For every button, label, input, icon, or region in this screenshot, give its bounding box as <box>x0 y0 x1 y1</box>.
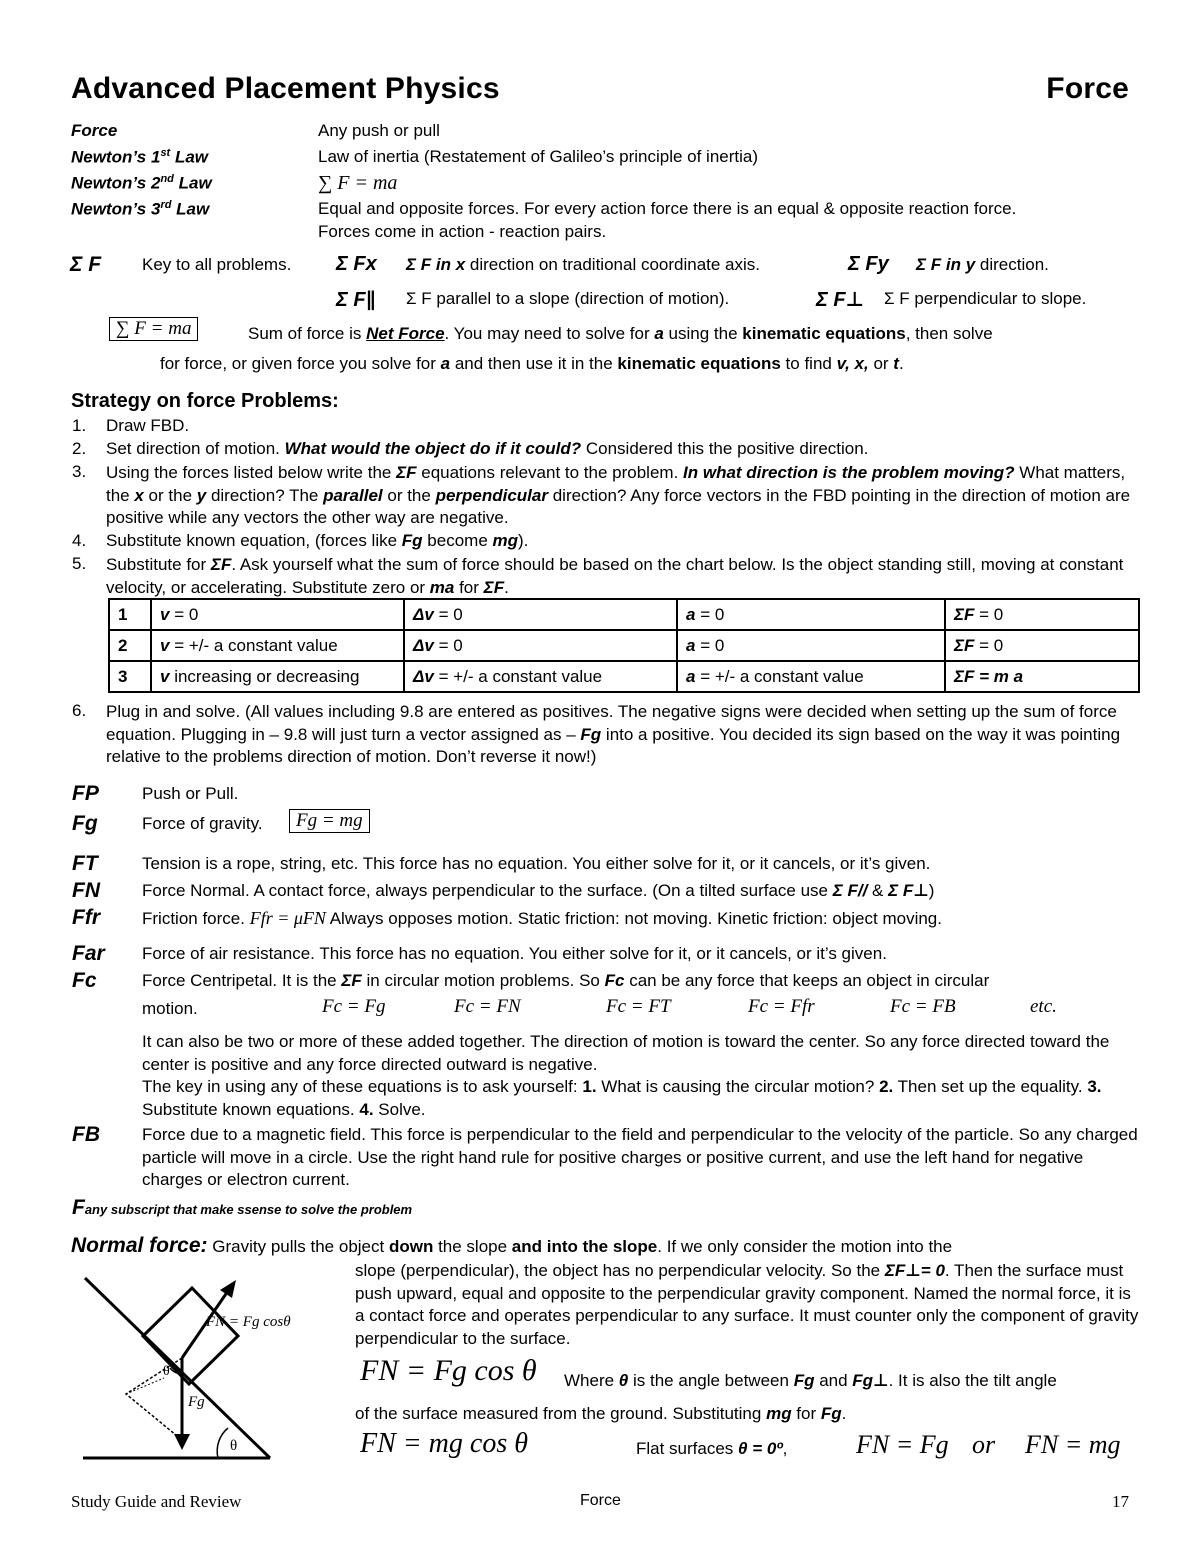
definition-desc: Law of inertia (Restatement of Galileo’s principle of inertia) <box>318 147 759 166</box>
force-symbol-fc: Fc <box>72 969 97 992</box>
step-4: Substitute known equation, (forces like Fg become mg). <box>106 531 529 550</box>
definition-term: Newton’s 3rd Law <box>71 199 210 219</box>
delta-v-cell: Δv = +/- a constant value <box>404 661 677 692</box>
strategy-heading: Strategy on force Problems: <box>71 390 339 412</box>
sum-force-cell: ΣF = 0 <box>945 599 1139 630</box>
force-desc-fb: Force due to a magnetic field. This force is perpendicular to the field and perpendicular to the velocity of the particle. So any charged particle will move in a circle. Use the right hand rule for positive charges or positive current, and use the left hand for negative charges or electron current. <box>142 1125 1138 1189</box>
table-row <box>109 630 1139 661</box>
sigma-fpar-desc: Σ F parallel to a slope (direction of motion). <box>406 289 730 308</box>
step-2: Set direction of motion. What would the object do if it could? Considered this the positive direction. <box>106 439 869 458</box>
net-force-line: Sum of force is Net Force. You may need to solve for a using the kinematic equations, then solve <box>248 324 993 343</box>
force-desc-fn: Force Normal. A contact force, always perpendicular to the surface. (On a tilted surface use Σ F// & Σ F⊥) <box>142 881 935 900</box>
normal-line-2: of the surface measured from the ground. Substituting mg for Fg. <box>355 1404 847 1423</box>
acceleration-cell: a = 0 <box>677 630 945 661</box>
motion-chart-table <box>108 598 1140 693</box>
velocity-cell: v = +/- a constant value <box>151 630 404 661</box>
page-topic: Force <box>1046 72 1129 105</box>
centripetal-eq: Fc = FT <box>606 996 671 1017</box>
force-symbol-fany: Fany subscript that make ssense to solve the problem <box>72 1196 413 1219</box>
force-symbol-fb: FB <box>72 1123 100 1146</box>
delta-v-cell: Δv = 0 <box>404 630 677 661</box>
centripetal-eq: Fc = FB <box>890 996 956 1017</box>
step-1: Draw FBD. <box>106 416 190 435</box>
page-title: Advanced Placement Physics <box>71 72 500 105</box>
normal-force-arrowhead <box>220 1280 236 1298</box>
normal-eq-1: FN = Fg cos θ <box>360 1354 537 1387</box>
sigma-fpar: Σ F∥ <box>336 289 376 311</box>
sigma-fx: Σ Fx <box>336 253 377 275</box>
acceleration-cell: a = +/- a constant value <box>677 661 945 692</box>
diagram-label-fn: FN = Fg cosθ <box>206 1314 291 1330</box>
footer-page-number: 17 <box>1112 1492 1129 1511</box>
force-desc-ft: Tension is a rope, string, etc. This force has no equation. You either solve for it, or it cancels, or it’s given. <box>142 854 931 873</box>
flat-surfaces: Flat surfaces θ = 0º, <box>636 1439 788 1458</box>
theta-arc-ground <box>217 1428 228 1458</box>
sigma-fy-desc: Σ F in y direction. <box>916 255 1049 274</box>
step-number: 1. <box>72 416 87 435</box>
sigma-key: Key to all problems. <box>142 255 292 274</box>
definition-desc: ∑ F = ma <box>318 172 398 194</box>
step-number: 2. <box>72 439 87 458</box>
gravity-components <box>126 1358 182 1440</box>
sigma-fy: Σ Fy <box>848 253 889 275</box>
normal-force-paragraph: slope (perpendicular), the object has no perpendicular velocity. So the ΣF⊥= 0. Then the surface must push upward, equal and opposite to the perpendicular gravity component. Named the normal force, it is a contact force and operates perpendicular to any surface. It must counter only the component of gravity perpendicular to the surface. <box>355 1261 1139 1348</box>
row-number: 2 <box>109 630 151 661</box>
definition-desc: Equal and opposite forces. For every action force there is an equal & opposite reaction force. <box>318 199 1017 218</box>
step-6: Plug in and solve. (All values including 9.8 are entered as positives. The negative signs were decided when setting up the sum of force equation. Plugging in – 9.8 will just turn a vector assigned as – Fg into a positive. You decided its sign based on the way it was pointing relative to the problems direction of motion. Don’t reverse it now!) <box>106 702 1121 766</box>
block-on-incline <box>143 1288 238 1384</box>
definition-desc-cont: Forces come in action - reaction pairs. <box>318 222 607 241</box>
gravity-arrowhead <box>174 1434 190 1450</box>
gravity-equation-box: Fg = mg <box>289 809 370 833</box>
net-force-line-2: for force, or given force you solve for a and then use it in the kinematic equations to find v, x, or t. <box>160 354 904 373</box>
force-symbol-ft: FT <box>72 852 98 875</box>
sigma-fperp: Σ F⊥ <box>816 289 864 311</box>
velocity-cell: v = 0 <box>151 599 404 630</box>
diagram-label-theta-ground: θ <box>230 1438 238 1454</box>
centripetal-eq: Fc = FN <box>454 996 521 1017</box>
acceleration-cell: a = 0 <box>677 599 945 630</box>
step-number: 4. <box>72 531 87 550</box>
footer-center: Force <box>580 1492 621 1509</box>
step-number: 6. <box>72 701 87 720</box>
force-desc-ffr: Friction force. Ffr = μFN Always opposes motion. Static friction: not moving. Kinetic friction: object moving. <box>142 908 942 928</box>
force-desc-fg: Force of gravity. <box>142 814 263 833</box>
component-dashes <box>126 1378 164 1394</box>
step-number: 3. <box>72 462 87 481</box>
incline-diagram <box>60 1268 350 1468</box>
incline-line <box>85 1278 270 1458</box>
force-desc-fc: Force Centripetal. It is the ΣF in circular motion problems. So Fc can be any force that keeps an object in circular <box>142 971 990 990</box>
sigma-fperp-desc: Σ F perpendicular to slope. <box>884 289 1087 308</box>
centripetal-eq: Fc = Ffr <box>748 996 815 1017</box>
definition-term: Force <box>71 121 118 140</box>
normal-where: Where θ is the angle between Fg and Fg⊥. It is also the tilt angle <box>564 1371 1057 1390</box>
step-number: 5. <box>72 554 87 573</box>
footer-left: Study Guide and Review <box>71 1492 242 1511</box>
row-number: 3 <box>109 661 151 692</box>
force-symbol-fg: Fg <box>72 812 98 835</box>
centripetal-eq: etc. <box>1030 996 1057 1017</box>
step-3: Using the forces listed below write the ΣF equations relevant to the problem. In what direction is the problem moving? What matters, the x or the y direction? The parallel or the perpendicular direction? Any force vectors in the FBD pointing in the direction of motion are positive while any vectors the other way are negative. <box>106 463 1131 527</box>
delta-v-cell: Δv = 0 <box>404 599 677 630</box>
diagram-label-theta: θ <box>163 1364 170 1379</box>
diagram-label-fg: Fg <box>188 1394 205 1410</box>
force-symbol-fp: FP <box>72 782 99 805</box>
normal-eq-4: FN = mg <box>1025 1430 1121 1459</box>
normal-or: or <box>972 1430 996 1459</box>
force-symbol-far: Far <box>72 942 105 965</box>
force-symbol-fn: FN <box>72 879 100 902</box>
definition-term: Newton’s 2nd Law <box>71 173 212 193</box>
normal-eq-3: FN = Fg <box>856 1430 949 1459</box>
force-desc-fc-p3: The key in using any of these equations is to ask yourself: 1. What is causing the circular motion? 2. Then set up the equality. 3. Substitute known equations. 4. Solve. <box>142 1077 1102 1119</box>
definition-desc: Any push or pull <box>318 121 440 140</box>
sigma-fx-desc: Σ F in x direction on traditional coordinate axis. <box>406 255 761 274</box>
force-desc-fc-p2: It can also be two or more of these added together. The direction of motion is toward the center. So any force directed toward the center is positive and any force directed outward is negative. <box>142 1032 1110 1074</box>
force-desc-far: Force of air resistance. This force has no equation. You either solve for it, or it cancels, or it’s given. <box>142 944 887 963</box>
definition-term: Newton’s 1st Law <box>71 147 209 167</box>
step-5: Substitute for ΣF. Ask yourself what the sum of force should be based on the chart below. Is the object standing still, moving at constant velocity, or accelerating. Substitute zero or ma for ΣF. <box>106 555 1124 597</box>
force-desc-fc-motion: motion. <box>142 999 198 1018</box>
centripetal-eq: Fc = Fg <box>322 996 386 1017</box>
newton-second-law-box: ∑ F = ma <box>109 317 198 341</box>
sum-force-cell: ΣF = 0 <box>945 630 1139 661</box>
table-row <box>109 599 1139 630</box>
velocity-cell: v increasing or decreasing <box>151 661 404 692</box>
normal-eq-2: FN = mg cos θ <box>360 1428 528 1459</box>
normal-force-intro: Normal force: Gravity pulls the object down the slope and into the slope. If we only consider the motion into the <box>71 1234 953 1257</box>
sum-force-cell: ΣF = m a <box>945 661 1139 692</box>
row-number: 1 <box>109 599 151 630</box>
table-row <box>109 661 1139 692</box>
force-symbol-ffr: Ffr <box>72 906 100 929</box>
sigma-symbol: Σ F <box>70 253 102 276</box>
force-desc-fp: Push or Pull. <box>142 784 239 803</box>
